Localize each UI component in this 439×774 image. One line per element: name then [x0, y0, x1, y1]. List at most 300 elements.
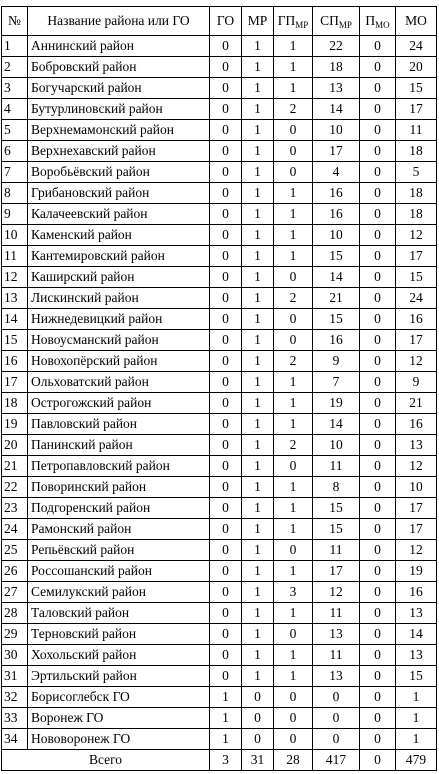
cell-mr: 1 [242, 624, 274, 645]
cell-go: 0 [210, 120, 242, 141]
cell-name: Верхнемамонский район [28, 120, 210, 141]
cell-mo: 24 [396, 36, 437, 57]
cell-name: Эртильский район [28, 666, 210, 687]
cell-mo: 9 [396, 372, 437, 393]
cell-sp: 8 [313, 477, 360, 498]
cell-sp: 14 [313, 267, 360, 288]
cell-name: Семилукский район [28, 582, 210, 603]
cell-sp: 9 [313, 351, 360, 372]
header-go: ГО [210, 7, 242, 36]
cell-sp: 0 [313, 708, 360, 729]
cell-name: Нововоронеж ГО [28, 729, 210, 750]
cell-gp: 3 [274, 582, 313, 603]
cell-p: 0 [360, 687, 396, 708]
cell-p: 0 [360, 330, 396, 351]
table-row [2, 498, 437, 519]
cell-go: 1 [210, 708, 242, 729]
cell-num: 20 [2, 435, 28, 456]
cell-mr: 1 [242, 582, 274, 603]
cell-sp: 7 [313, 372, 360, 393]
table-row [2, 603, 437, 624]
cell-sp: 10 [313, 120, 360, 141]
header-sp-main: СП [320, 13, 339, 28]
cell-mo: 17 [396, 519, 437, 540]
cell-go: 0 [210, 141, 242, 162]
cell-go: 0 [210, 204, 242, 225]
cell-p: 0 [360, 120, 396, 141]
cell-sp: 4 [313, 162, 360, 183]
cell-mr: 1 [242, 267, 274, 288]
cell-go: 0 [210, 582, 242, 603]
table-row [2, 687, 437, 708]
cell-go: 0 [210, 57, 242, 78]
cell-mr: 1 [242, 456, 274, 477]
cell-mo: 13 [396, 645, 437, 666]
cell-num: 27 [2, 582, 28, 603]
table-row [2, 309, 437, 330]
cell-p: 0 [360, 456, 396, 477]
table-row [2, 729, 437, 750]
table-row [2, 582, 437, 603]
cell-go: 0 [210, 99, 242, 120]
header-name: Название района или ГО [28, 7, 210, 36]
header-gp [274, 7, 313, 36]
cell-p: 0 [360, 309, 396, 330]
table-row [2, 477, 437, 498]
cell-mo: 17 [396, 99, 437, 120]
cell-mo: 15 [396, 267, 437, 288]
cell-gp: 0 [274, 456, 313, 477]
cell-gp: 1 [274, 645, 313, 666]
cell-p: 0 [360, 204, 396, 225]
cell-gp: 1 [274, 57, 313, 78]
cell-name: Калачеевский район [28, 204, 210, 225]
cell-num: 11 [2, 246, 28, 267]
cell-name: Таловский район [28, 603, 210, 624]
cell-p: 0 [360, 414, 396, 435]
cell-p: 0 [360, 393, 396, 414]
cell-num: 33 [2, 708, 28, 729]
cell-go: 0 [210, 414, 242, 435]
cell-mo: 16 [396, 582, 437, 603]
cell-mo: 18 [396, 204, 437, 225]
cell-name: Каменский район [28, 225, 210, 246]
cell-go: 0 [210, 645, 242, 666]
cell-num: 3 [2, 78, 28, 99]
cell-mo: 17 [396, 246, 437, 267]
cell-p: 0 [360, 582, 396, 603]
cell-go: 0 [210, 246, 242, 267]
cell-name: Панинский район [28, 435, 210, 456]
cell-sp: 0 [313, 687, 360, 708]
cell-p: 0 [360, 351, 396, 372]
cell-go: 1 [210, 687, 242, 708]
cell-gp: 1 [274, 246, 313, 267]
cell-gp: 0 [274, 687, 313, 708]
cell-num: 12 [2, 267, 28, 288]
header-sp-sub: МР [338, 20, 352, 30]
cell-mo: 18 [396, 141, 437, 162]
cell-num: 5 [2, 120, 28, 141]
cell-p: 0 [360, 540, 396, 561]
cell-sp: 22 [313, 36, 360, 57]
cell-num: 7 [2, 162, 28, 183]
total-label: Всего [2, 750, 210, 771]
cell-mr: 1 [242, 36, 274, 57]
cell-num: 32 [2, 687, 28, 708]
cell-gp: 1 [274, 498, 313, 519]
cell-mr: 1 [242, 393, 274, 414]
cell-num: 25 [2, 540, 28, 561]
cell-p: 0 [360, 729, 396, 750]
cell-mr: 1 [242, 414, 274, 435]
table-row [2, 372, 437, 393]
cell-sp: 16 [313, 330, 360, 351]
cell-name: Хохольский район [28, 645, 210, 666]
cell-sp: 11 [313, 645, 360, 666]
cell-gp: 0 [274, 540, 313, 561]
cell-mo: 16 [396, 309, 437, 330]
header-p [360, 7, 396, 36]
table-row [2, 120, 437, 141]
cell-mo: 1 [396, 687, 437, 708]
cell-gp: 2 [274, 288, 313, 309]
table-row [2, 519, 437, 540]
cell-go: 0 [210, 666, 242, 687]
cell-mr: 1 [242, 57, 274, 78]
cell-mr: 1 [242, 246, 274, 267]
cell-name: Россошанский район [28, 561, 210, 582]
cell-num: 10 [2, 225, 28, 246]
cell-p: 0 [360, 36, 396, 57]
total-sp: 417 [313, 750, 360, 771]
cell-mr: 0 [242, 729, 274, 750]
cell-name: Борисоглебск ГО [28, 687, 210, 708]
cell-p: 0 [360, 645, 396, 666]
cell-name: Рамонский район [28, 519, 210, 540]
cell-mo: 18 [396, 183, 437, 204]
cell-mr: 1 [242, 666, 274, 687]
cell-num: 22 [2, 477, 28, 498]
cell-num: 4 [2, 99, 28, 120]
total-mr: 31 [242, 750, 274, 771]
table-row [2, 666, 437, 687]
table-row [2, 456, 437, 477]
cell-gp: 1 [274, 561, 313, 582]
cell-go: 0 [210, 435, 242, 456]
table-row [2, 540, 437, 561]
cell-gp: 0 [274, 141, 313, 162]
cell-name: Богучарский район [28, 78, 210, 99]
cell-name: Лискинский район [28, 288, 210, 309]
table-row [2, 414, 437, 435]
cell-gp: 0 [274, 120, 313, 141]
cell-gp: 0 [274, 330, 313, 351]
cell-name: Репьёвский район [28, 540, 210, 561]
cell-p: 0 [360, 519, 396, 540]
cell-p: 0 [360, 267, 396, 288]
cell-sp: 16 [313, 204, 360, 225]
cell-sp: 13 [313, 666, 360, 687]
cell-sp: 19 [313, 393, 360, 414]
table-row [2, 708, 437, 729]
cell-gp: 1 [274, 393, 313, 414]
cell-sp: 21 [313, 288, 360, 309]
cell-sp: 18 [313, 57, 360, 78]
cell-p: 0 [360, 603, 396, 624]
cell-num: 19 [2, 414, 28, 435]
cell-go: 0 [210, 372, 242, 393]
cell-name: Кантемировский район [28, 246, 210, 267]
cell-num: 23 [2, 498, 28, 519]
total-gp: 28 [274, 750, 313, 771]
cell-sp: 12 [313, 582, 360, 603]
cell-go: 0 [210, 36, 242, 57]
cell-mr: 1 [242, 204, 274, 225]
cell-p: 0 [360, 498, 396, 519]
cell-mr: 1 [242, 477, 274, 498]
cell-mo: 13 [396, 603, 437, 624]
header-sp [313, 7, 360, 36]
cell-p: 0 [360, 708, 396, 729]
cell-gp: 1 [274, 372, 313, 393]
table-row [2, 57, 437, 78]
cell-mo: 24 [396, 288, 437, 309]
table-row [2, 624, 437, 645]
cell-name: Бобровский район [28, 57, 210, 78]
cell-gp: 1 [274, 36, 313, 57]
cell-name: Грибановский район [28, 183, 210, 204]
cell-sp: 11 [313, 456, 360, 477]
cell-name: Острогожский район [28, 393, 210, 414]
cell-sp: 13 [313, 624, 360, 645]
cell-mr: 1 [242, 498, 274, 519]
cell-num: 8 [2, 183, 28, 204]
cell-go: 0 [210, 183, 242, 204]
cell-p: 0 [360, 372, 396, 393]
cell-p: 0 [360, 225, 396, 246]
cell-mo: 5 [396, 162, 437, 183]
cell-mr: 1 [242, 183, 274, 204]
cell-name: Подгоренский район [28, 498, 210, 519]
cell-num: 26 [2, 561, 28, 582]
cell-gp: 0 [274, 267, 313, 288]
cell-gp: 1 [274, 519, 313, 540]
cell-mr: 1 [242, 351, 274, 372]
cell-mo: 19 [396, 561, 437, 582]
cell-num: 17 [2, 372, 28, 393]
table-row [2, 36, 437, 57]
cell-go: 0 [210, 288, 242, 309]
cell-name: Воронеж ГО [28, 708, 210, 729]
header-mo: МО [396, 7, 437, 36]
cell-num: 24 [2, 519, 28, 540]
cell-name: Терновский район [28, 624, 210, 645]
cell-sp: 16 [313, 183, 360, 204]
cell-gp: 1 [274, 666, 313, 687]
cell-p: 0 [360, 624, 396, 645]
cell-go: 0 [210, 162, 242, 183]
cell-gp: 0 [274, 708, 313, 729]
cell-mo: 12 [396, 351, 437, 372]
cell-num: 29 [2, 624, 28, 645]
cell-gp: 2 [274, 99, 313, 120]
cell-mo: 17 [396, 498, 437, 519]
cell-gp: 1 [274, 204, 313, 225]
cell-gp: 1 [274, 477, 313, 498]
cell-mr: 1 [242, 99, 274, 120]
cell-gp: 2 [274, 435, 313, 456]
cell-name: Новоусманский район [28, 330, 210, 351]
cell-mr: 1 [242, 519, 274, 540]
cell-name: Бутурлиновский район [28, 99, 210, 120]
table-row [2, 288, 437, 309]
cell-go: 0 [210, 603, 242, 624]
cell-sp: 14 [313, 414, 360, 435]
cell-gp: 1 [274, 603, 313, 624]
cell-p: 0 [360, 78, 396, 99]
table-row [2, 162, 437, 183]
cell-go: 0 [210, 267, 242, 288]
cell-mr: 1 [242, 225, 274, 246]
cell-num: 1 [2, 36, 28, 57]
cell-sp: 11 [313, 540, 360, 561]
cell-p: 0 [360, 435, 396, 456]
cell-mr: 1 [242, 162, 274, 183]
cell-sp: 11 [313, 603, 360, 624]
cell-sp: 15 [313, 309, 360, 330]
cell-sp: 17 [313, 141, 360, 162]
header-p-main: П [365, 13, 376, 28]
cell-p: 0 [360, 183, 396, 204]
cell-num: 31 [2, 666, 28, 687]
cell-name: Новохопёрский район [28, 351, 210, 372]
cell-p: 0 [360, 246, 396, 267]
table-row [2, 435, 437, 456]
cell-num: 6 [2, 141, 28, 162]
cell-mo: 20 [396, 57, 437, 78]
cell-go: 0 [210, 393, 242, 414]
header-p-sub: МО [375, 20, 390, 30]
total-go: 3 [210, 750, 242, 771]
cell-num: 15 [2, 330, 28, 351]
cell-mr: 1 [242, 330, 274, 351]
cell-mo: 21 [396, 393, 437, 414]
header-gp-main: ГП [277, 13, 296, 28]
cell-mr: 1 [242, 288, 274, 309]
cell-go: 0 [210, 225, 242, 246]
cell-mo: 15 [396, 666, 437, 687]
cell-p: 0 [360, 99, 396, 120]
cell-mr: 1 [242, 309, 274, 330]
table-row [2, 351, 437, 372]
cell-mo: 17 [396, 330, 437, 351]
cell-name: Каширский район [28, 267, 210, 288]
table-row [2, 267, 437, 288]
cell-gp: 0 [274, 309, 313, 330]
cell-go: 0 [210, 519, 242, 540]
cell-p: 0 [360, 288, 396, 309]
cell-num: 21 [2, 456, 28, 477]
header-gp-sub: МР [295, 20, 309, 30]
cell-go: 0 [210, 330, 242, 351]
cell-go: 0 [210, 540, 242, 561]
cell-num: 9 [2, 204, 28, 225]
cell-num: 14 [2, 309, 28, 330]
cell-mr: 1 [242, 141, 274, 162]
header-mr: МР [242, 7, 274, 36]
cell-name: Павловский район [28, 414, 210, 435]
header-row [2, 7, 437, 36]
cell-go: 0 [210, 351, 242, 372]
cell-mo: 10 [396, 477, 437, 498]
cell-num: 2 [2, 57, 28, 78]
cell-mr: 1 [242, 561, 274, 582]
cell-mo: 12 [396, 540, 437, 561]
cell-gp: 1 [274, 414, 313, 435]
cell-gp: 1 [274, 183, 313, 204]
cell-mr: 1 [242, 603, 274, 624]
table-row [2, 645, 437, 666]
cell-name: Ольховатский район [28, 372, 210, 393]
cell-name: Петропавловский район [28, 456, 210, 477]
cell-mo: 1 [396, 708, 437, 729]
table-row [2, 78, 437, 99]
cell-mo: 12 [396, 456, 437, 477]
cell-go: 0 [210, 309, 242, 330]
table-row [2, 204, 437, 225]
table-row [2, 183, 437, 204]
cell-name: Воробьёвский район [28, 162, 210, 183]
cell-sp: 10 [313, 225, 360, 246]
cell-mo: 1 [396, 729, 437, 750]
cell-mr: 1 [242, 120, 274, 141]
header-num: № [2, 7, 28, 36]
cell-num: 18 [2, 393, 28, 414]
cell-p: 0 [360, 477, 396, 498]
cell-gp: 0 [274, 162, 313, 183]
table-row [2, 99, 437, 120]
cell-mr: 1 [242, 645, 274, 666]
cell-mr: 0 [242, 687, 274, 708]
cell-num: 30 [2, 645, 28, 666]
cell-name: Верхнехавский район [28, 141, 210, 162]
cell-p: 0 [360, 666, 396, 687]
cell-name: Нижнедевицкий район [28, 309, 210, 330]
total-p: 0 [360, 750, 396, 771]
cell-gp: 1 [274, 78, 313, 99]
cell-p: 0 [360, 141, 396, 162]
cell-sp: 10 [313, 435, 360, 456]
cell-num: 34 [2, 729, 28, 750]
table-row [2, 330, 437, 351]
cell-mr: 1 [242, 435, 274, 456]
cell-gp: 2 [274, 351, 313, 372]
cell-go: 1 [210, 729, 242, 750]
cell-sp: 15 [313, 519, 360, 540]
table-body [2, 36, 437, 750]
cell-gp: 0 [274, 729, 313, 750]
cell-go: 0 [210, 561, 242, 582]
cell-p: 0 [360, 57, 396, 78]
cell-name: Поворинский район [28, 477, 210, 498]
cell-sp: 13 [313, 78, 360, 99]
cell-mo: 12 [396, 225, 437, 246]
municipalities-table [1, 6, 437, 771]
cell-sp: 15 [313, 246, 360, 267]
table-row [2, 141, 437, 162]
cell-mr: 0 [242, 708, 274, 729]
